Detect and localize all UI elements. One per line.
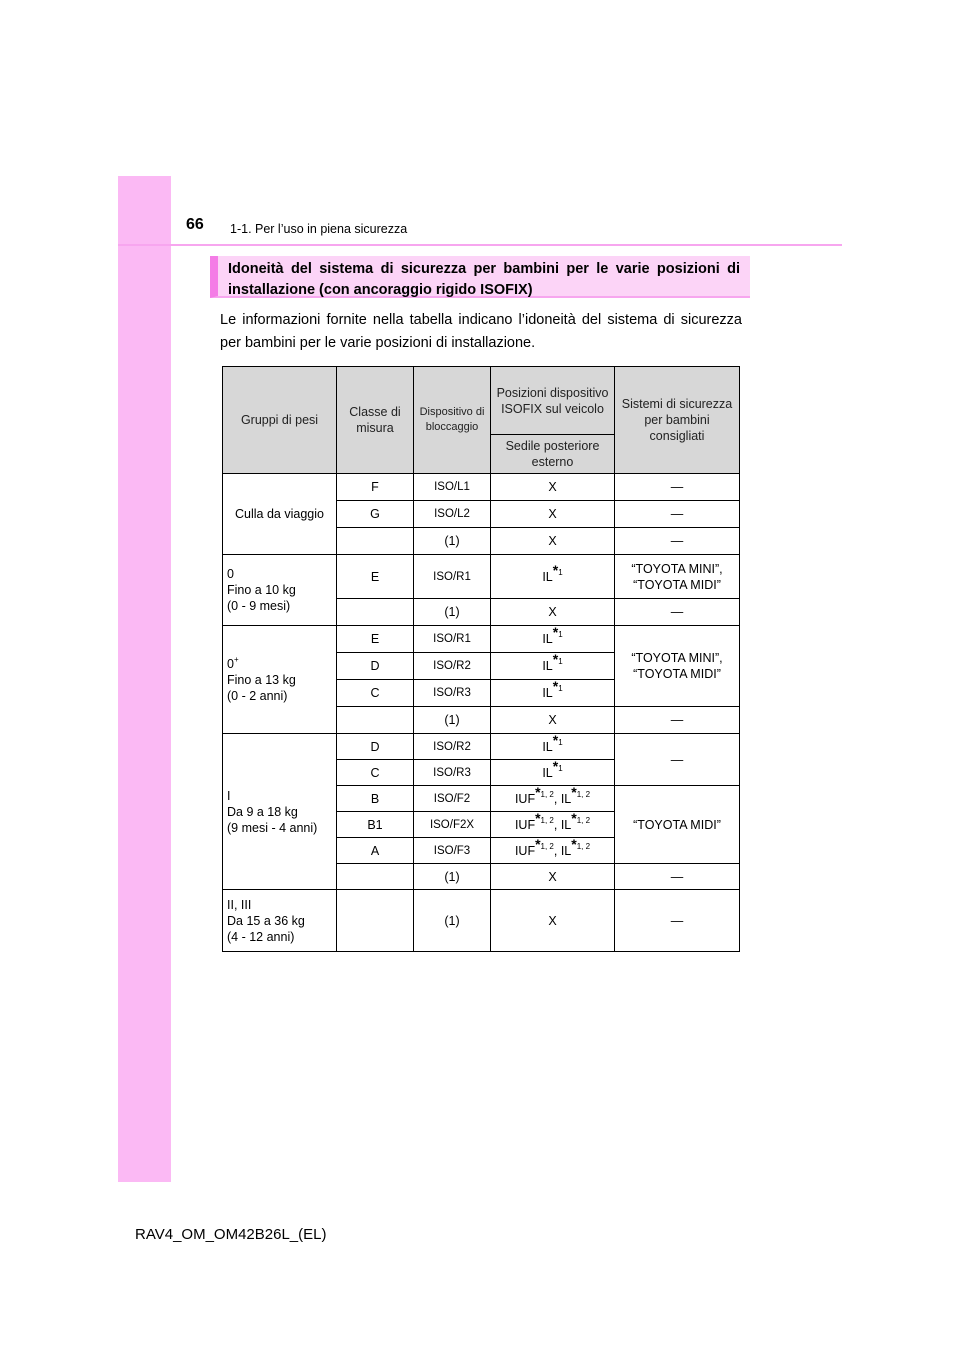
header-device: Dispositivo di bloccaggio: [414, 367, 491, 474]
suitability: IL$^{*1}$: [491, 653, 615, 680]
device-code: ISO/R2: [414, 734, 491, 760]
header-rule: [118, 244, 842, 246]
size-class: [337, 864, 414, 890]
recommended-system: —: [615, 474, 740, 501]
suitability: IL$^{*1}$: [491, 734, 615, 760]
device-code: ISO/L1: [414, 474, 491, 501]
suitability: X: [491, 528, 615, 555]
size-class: [337, 528, 414, 555]
device-note: (1): [414, 528, 491, 555]
recommended-system: —: [615, 528, 740, 555]
recommended-system: —: [615, 734, 740, 786]
device-code: ISO/R2: [414, 653, 491, 680]
document-code: RAV4_OM_OM42B26L_(EL): [135, 1226, 327, 1243]
device-code: ISO/L2: [414, 501, 491, 528]
device-code: ISO/F2X: [414, 812, 491, 838]
device-code: ISO/F3: [414, 838, 491, 864]
recommended-system: “TOYOTA MINI”, “TOYOTA MIDI”: [615, 626, 740, 707]
intro-paragraph: Le informazioni fornite nella tabella indicano l’idoneità del sistema di sicurezza per bambini per le varie posizioni di installazione.: [220, 312, 742, 351]
size-class: D: [337, 734, 414, 760]
header-positions: Posizioni dispositivo ISOFIX sul veicolo: [491, 367, 615, 435]
device-code: ISO/F2: [414, 786, 491, 812]
device-note: (1): [414, 864, 491, 890]
size-class: [337, 890, 414, 952]
size-class: B1: [337, 812, 414, 838]
recommended-system: —: [615, 599, 740, 626]
suitability: IL$^{*1}$: [491, 555, 615, 599]
header-size-class: Classe di misura: [337, 367, 414, 474]
size-class: D: [337, 653, 414, 680]
size-class: A: [337, 838, 414, 864]
section-title: 1-1. Per l’uso in piena sicurezza: [230, 222, 408, 236]
group-0: 0 Fino a 10 kg (0 - 9 mesi): [223, 555, 337, 626]
header-weight-groups: Gruppi di pesi: [223, 367, 337, 474]
size-class: C: [337, 760, 414, 786]
group-1: I Da 9 a 18 kg (9 mesi - 4 anni): [223, 734, 337, 890]
suitability: IUF$^{*1, 2}$, IL$^{*1, 2}$: [491, 838, 615, 864]
group-2-3: II, III Da 15 a 36 kg (4 - 12 anni): [223, 890, 337, 952]
size-class: G: [337, 501, 414, 528]
recommended-system: “TOYOTA MINI”, “TOYOTA MIDI”: [615, 555, 740, 599]
size-class: [337, 599, 414, 626]
size-class: [337, 707, 414, 734]
suitability: X: [491, 707, 615, 734]
suitability: X: [491, 864, 615, 890]
suitability: IUF$^{*1, 2}$, IL$^{*1, 2}$: [491, 786, 615, 812]
isofix-suitability-table: [222, 366, 740, 952]
suitability: X: [491, 501, 615, 528]
recommended-system: —: [615, 501, 740, 528]
device-note: (1): [414, 599, 491, 626]
size-class: C: [337, 680, 414, 707]
device-code: ISO/R3: [414, 760, 491, 786]
size-class: F: [337, 474, 414, 501]
size-class: E: [337, 555, 414, 599]
side-tab-bar: [118, 176, 171, 1182]
recommended-system: —: [615, 864, 740, 890]
group-culla: Culla da viaggio: [223, 474, 337, 555]
suitability: IL$^{*1}$: [491, 760, 615, 786]
size-class: E: [337, 626, 414, 653]
suitability: X: [491, 599, 615, 626]
suitability: IL$^{*1}$: [491, 626, 615, 653]
recommended-system: “TOYOTA MIDI”: [615, 786, 740, 864]
suitability: X: [491, 890, 615, 952]
header-rear-outer: Sedile posteriore esterno: [491, 435, 615, 474]
suitability: IL$^{*1}$: [491, 680, 615, 707]
device-code: ISO/R1: [414, 626, 491, 653]
device-code: ISO/R1: [414, 555, 491, 599]
header-recommended: Sistemi di sicurezza per bambini consigliati: [615, 367, 740, 474]
group-0-plus: 0+ Fino a 13 kg (0 - 2 anni): [223, 626, 337, 734]
size-class: B: [337, 786, 414, 812]
recommended-system: —: [615, 707, 740, 734]
suitability: IUF$^{*1, 2}$, IL$^{*1, 2}$: [491, 812, 615, 838]
recommended-system: —: [615, 890, 740, 952]
device-note: (1): [414, 707, 491, 734]
device-note: (1): [414, 890, 491, 952]
suitability: X: [491, 474, 615, 501]
page-number: 66: [186, 216, 204, 233]
device-code: ISO/R3: [414, 680, 491, 707]
section-heading: Idoneità del sistema di sicurezza per bambini per le varie posizioni di installazione (con ancoraggio rigido ISOFIX): [210, 256, 750, 298]
